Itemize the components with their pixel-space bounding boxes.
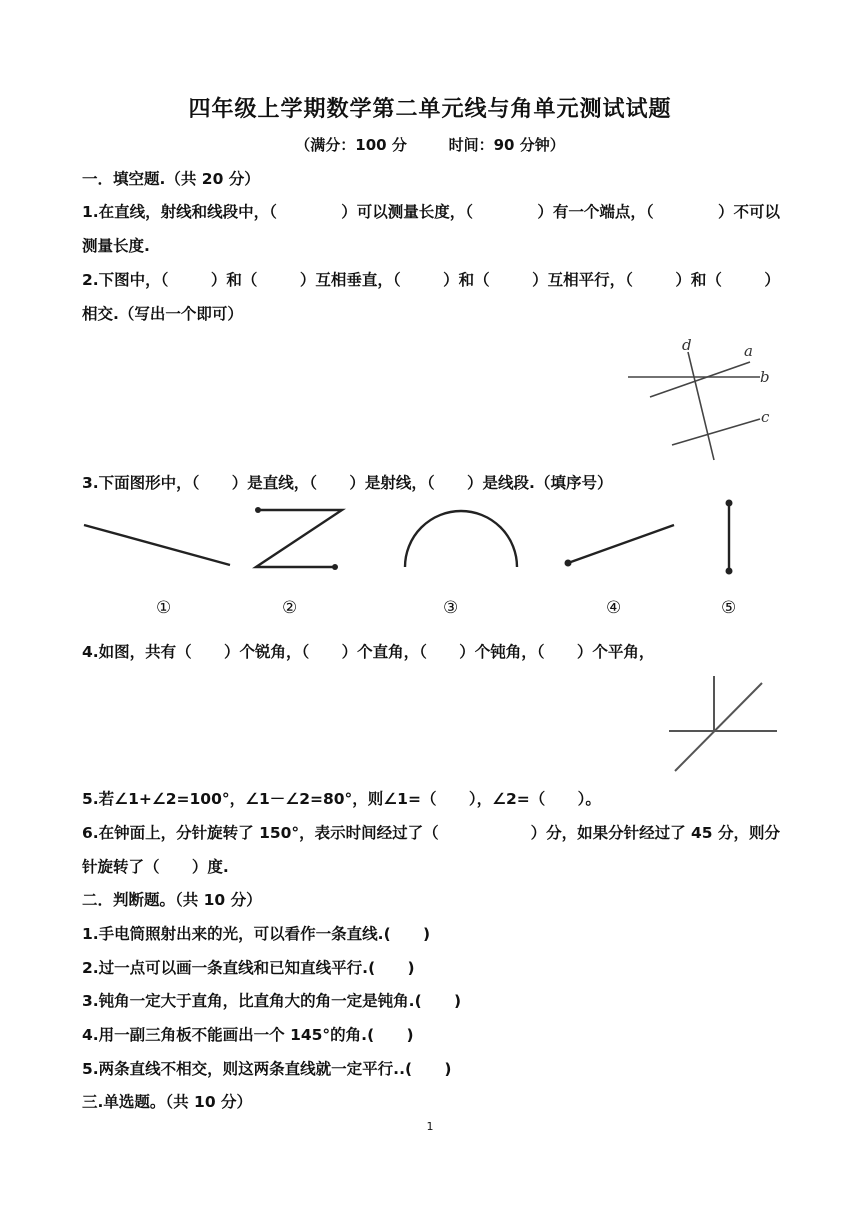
judge-item-4: 4.用一副三角板不能画出一个 145°的角.( ) xyxy=(82,1026,414,1044)
q2-part-6: ）和（ xyxy=(675,271,722,289)
q2-part-7: ） xyxy=(764,271,780,289)
shape-3-arc xyxy=(405,511,517,567)
label-c: c xyxy=(761,408,770,426)
q6-part-1: 6.在钟面上，分针旋转了 150°，表示时间经过了（ xyxy=(82,824,439,842)
shape-label-4: ④ xyxy=(606,598,622,618)
q6-line2: 针旋转了（ ）度. xyxy=(82,858,229,876)
shape-label-3: ③ xyxy=(443,598,459,618)
label-d: d xyxy=(682,336,692,354)
shape-4-ray xyxy=(568,525,674,563)
shape-label-2: ② xyxy=(282,598,298,618)
q4-oblique-line xyxy=(675,683,762,771)
page-number: 1 xyxy=(426,1120,434,1133)
judge-item-1: 1.手电筒照射出来的光，可以看作一条直线.( ) xyxy=(82,925,431,943)
q2-line2: 相交.（写出一个即可） xyxy=(82,305,243,323)
q6-part-2: ）分，如果分针经过了 45 分，则分 xyxy=(530,824,780,842)
q1-line1 xyxy=(82,201,780,223)
line-a xyxy=(650,362,750,397)
q2-part-4: ）和（ xyxy=(443,271,490,289)
q1-part-4: ）不可以 xyxy=(717,203,780,221)
q1-part-2: ）可以测量长度，（ xyxy=(341,203,474,221)
judge-item-2: 2.过一点可以画一条直线和已知直线平行.( ) xyxy=(82,959,415,977)
q6-line1 xyxy=(82,822,780,844)
shape-2-start-point xyxy=(255,507,261,513)
q2-part-3: ）互相垂直，（ xyxy=(299,271,401,289)
q2-part-1: 2.下图中，（ xyxy=(82,271,169,289)
q5-text: 5.若∠1+∠2=100°，∠1－∠2=80°，则∠1=（ ），∠2=（ ）。 xyxy=(82,790,601,808)
q2-part-5: ）互相平行，（ xyxy=(532,271,633,289)
q3-shapes-figure xyxy=(80,495,760,585)
line-c xyxy=(672,419,760,445)
page-subtitle: （满分：100 分 时间：90 分钟） xyxy=(295,136,565,154)
page-title: 四年级上学期数学第二单元线与角单元测试试题 xyxy=(188,97,672,122)
q3-text: 3.下面图形中，（ ）是直线，（ ）是射线，（ ）是线段.（填序号） xyxy=(82,474,613,492)
judge-item-5: 5.两条直线不相交，则这两条直线就一定平行..( ) xyxy=(82,1060,452,1078)
line-d xyxy=(688,352,714,460)
section1-heading: 一．填空题.（共 20 分） xyxy=(82,170,260,188)
q4-text: 4.如图，共有（ ）个锐角，（ ）个直角，（ ）个钝角，（ ）个平角， xyxy=(82,643,655,661)
label-b: b xyxy=(760,368,770,386)
q1-line2: 测量长度. xyxy=(82,237,150,255)
q4-angle-figure xyxy=(666,675,780,775)
shape-4-endpoint xyxy=(565,560,572,567)
shape-2-end-point xyxy=(332,564,338,570)
shape-5-bottom-point xyxy=(726,568,733,575)
section3-heading: 三.单选题。（共 10 分） xyxy=(82,1093,253,1111)
q2-part-2: ）和（ xyxy=(210,271,258,289)
q2-line-figure xyxy=(620,330,780,470)
shape-label-1: ① xyxy=(156,598,172,618)
shape-1-line xyxy=(84,525,230,565)
q1-part-1: 1.在直线，射线和线段中，（ xyxy=(82,203,277,221)
judge-item-3: 3.钝角一定大于直角，比直角大的角一定是钝角.( ) xyxy=(82,992,462,1010)
q1-part-3: ）有一个端点，（ xyxy=(537,203,654,221)
q2-line1 xyxy=(82,269,780,291)
shape-label-5: ⑤ xyxy=(721,598,737,618)
label-a: a xyxy=(744,342,753,360)
shape-5-top-point xyxy=(726,500,733,507)
shape-2-zigzag xyxy=(256,510,342,567)
section2-heading: 二．判断题。（共 10 分） xyxy=(82,891,262,909)
